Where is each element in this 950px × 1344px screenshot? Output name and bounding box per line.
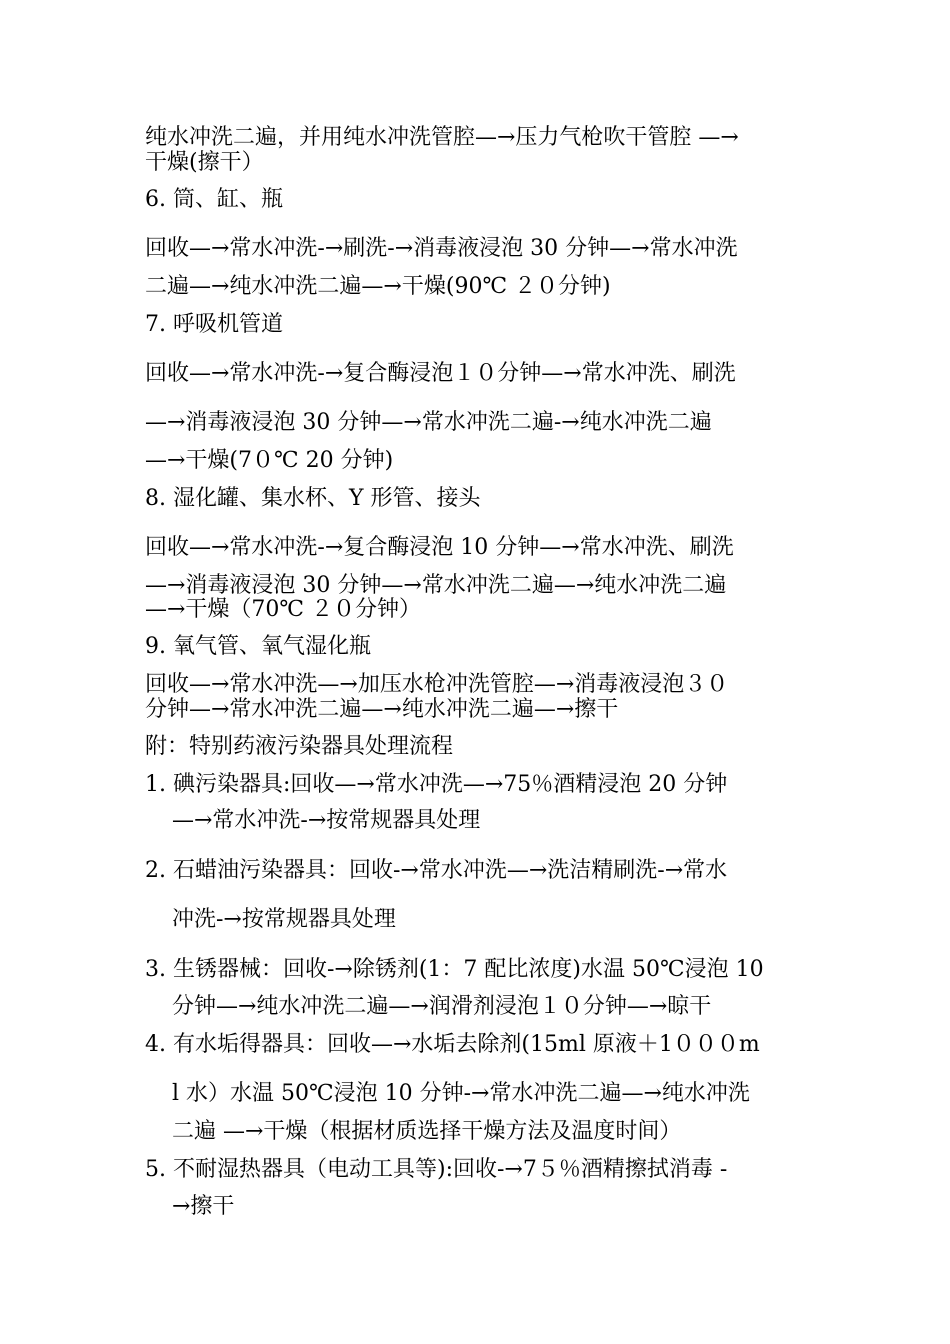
text-line: 回收—→常水冲洗-→复合酶浸泡１０分钟—→常水冲洗、刷洗 <box>145 361 736 386</box>
list-item: 5. 不耐湿热器具（电动工具等):回收-→7５％酒精擦拭消毒 - <box>145 1157 728 1182</box>
text-line: —→干燥（70℃ ２０分钟） <box>145 597 422 622</box>
text-line: 回收—→常水冲洗-→刷洗-→消毒液浸泡 30 分钟—→常水冲洗 <box>145 236 738 261</box>
section-heading: 6. 筒、缸、瓶 <box>145 187 283 212</box>
list-item-continuation: l 水）水温 50℃浸泡 10 分钟-→常水冲洗二遍—→纯水冲洗 <box>172 1081 750 1106</box>
text-line: 二遍—→纯水冲洗二遍—→干燥(90℃ ２０分钟) <box>145 274 611 299</box>
text-line: —→消毒液浸泡 30 分钟—→常水冲洗二遍-→纯水冲洗二遍 <box>145 410 712 435</box>
text-line: 干燥(擦干） <box>145 150 264 175</box>
list-item-continuation: 二遍 —→干燥（根据材质选择干燥方法及温度时间） <box>172 1119 682 1144</box>
list-item: 4. 有水垢得器具：回收—→水垢去除剂(15ml 原液＋1０００m <box>145 1032 760 1057</box>
list-item: 2. 石蜡油污染器具：回收-→常水冲洗—→洗洁精刷洗-→常水 <box>145 858 728 883</box>
list-item-continuation: →擦干 <box>172 1194 235 1219</box>
list-item-continuation: —→常水冲洗-→按常规器具处理 <box>172 808 481 833</box>
list-item-continuation: 冲洗-→按常规器具处理 <box>172 907 396 932</box>
text-line: 纯水冲洗二遍，并用纯水冲洗管腔—→压力气枪吹干管腔 —→ <box>145 125 739 150</box>
appendix-heading: 附：特别药液污染器具处理流程 <box>145 734 454 759</box>
section-heading: 8. 湿化罐、集水杯、Y 形管、接头 <box>145 486 481 511</box>
text-line: 回收—→常水冲洗—→加压水枪冲洗管腔—→消毒液浸泡３０ <box>145 672 729 697</box>
text-line: 分钟—→常水冲洗二遍—→纯水冲洗二遍—→擦干 <box>145 697 619 722</box>
text-line: —→消毒液浸泡 30 分钟—→常水冲洗二遍—→纯水冲洗二遍 <box>145 573 727 598</box>
list-item: 3. 生锈器械：回收-→除锈剂(1：7 配比浓度)水温 50℃浸泡 10 <box>145 957 764 982</box>
text-line: 回收—→常水冲洗-→复合酶浸泡 10 分钟—→常水冲洗、刷洗 <box>145 535 734 560</box>
list-item-continuation: 分钟—→纯水冲洗二遍—→润滑剂浸泡１０分钟—→晾干 <box>172 994 712 1019</box>
section-heading: 9. 氧气管、氧气湿化瓶 <box>145 634 371 659</box>
section-heading: 7. 呼吸机管道 <box>145 312 283 337</box>
text-line: —→干燥(7０℃ 20 分钟) <box>145 448 394 473</box>
list-item: 1. 碘污染器具:回收—→常水冲洗—→75％酒精浸泡 20 分钟 <box>145 772 728 797</box>
